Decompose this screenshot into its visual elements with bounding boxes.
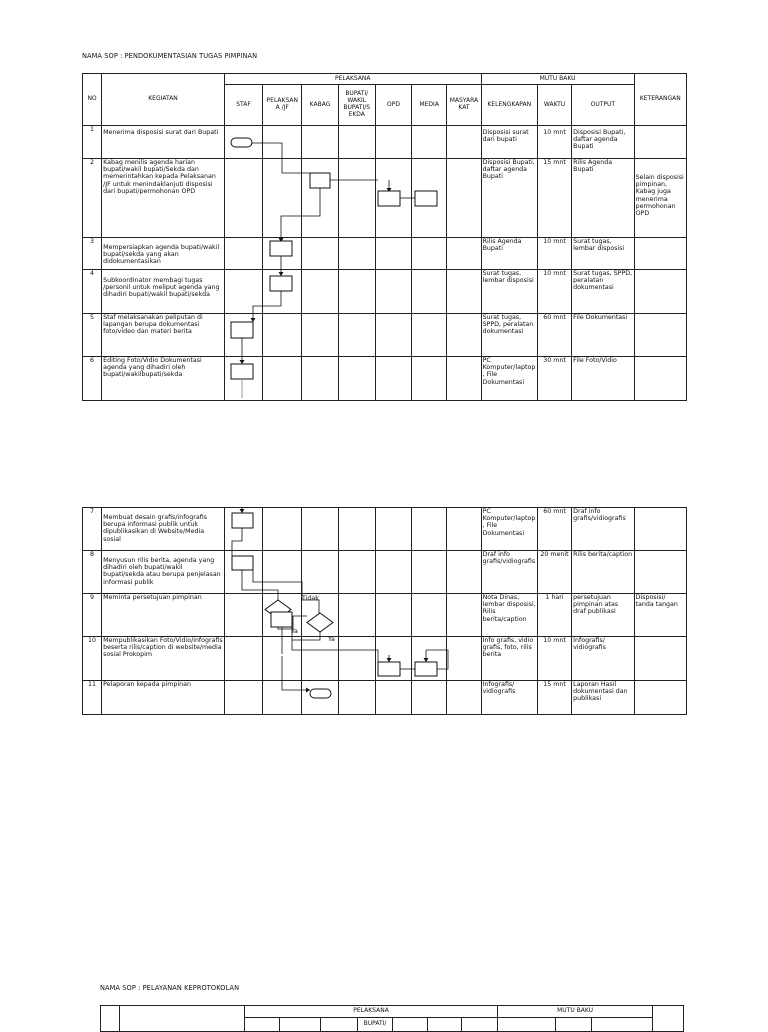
header-opd: OPD	[375, 85, 411, 126]
row-kelengkapan: Rilis Agenda Bupati	[481, 238, 537, 270]
row-no: 6	[83, 357, 102, 401]
row-no: 3	[83, 238, 102, 270]
row-kegiatan: Editing Foto/Vidio Dokumentasi agenda yang dihadiri oleh bupati/wakilbupati/sekda	[102, 357, 225, 401]
row-kegiatan: Menerima disposisi surat dari Bupati	[102, 126, 225, 159]
header-pelaksana: PELAKSANA	[224, 74, 481, 85]
row-kelengkapan: Nota Dinas, lembar disposisi, Rilis berita/caption	[481, 594, 537, 637]
header-pelaksana-jf: PELAKSAN A /JF	[263, 85, 302, 126]
header-media: MEDIA	[412, 85, 447, 126]
header-staf: STAF	[224, 85, 262, 126]
header-bupati: BUPATI/	[358, 1018, 393, 1032]
table-row	[83, 238, 687, 270]
row-output: Laporan Hasil dokumentasi dan publikasi	[572, 681, 634, 715]
header-keterangan: KETERANGAN	[634, 74, 686, 126]
row-waktu: 10 mnt	[537, 270, 571, 314]
sop-table-1	[82, 73, 687, 401]
row-output: Draf info grafis/vidiografis	[572, 508, 634, 551]
row-keterangan	[634, 270, 686, 314]
header-output: OUTPUT	[572, 85, 634, 126]
header-no	[101, 1006, 120, 1032]
row-kelengkapan: Draf info grafis/vidiografis	[481, 551, 537, 594]
table-row	[83, 551, 687, 594]
row-kelengkapan: Disposisi surat dari bupati	[481, 126, 537, 159]
row-keterangan	[634, 357, 686, 401]
row-waktu: 20 menit	[537, 551, 571, 594]
row-kegiatan: Subkoordinator membagi tugas /personil untuk meliput agenda yang dihadiri bupati/wakil bupati/sekda	[102, 270, 225, 314]
flow-label-ya: Ya	[291, 628, 298, 635]
row-kelengkapan: Info grafis, vidio grafis, foto, rilis berita	[481, 637, 537, 681]
row-waktu: 15 mnt	[537, 159, 571, 238]
table-row	[83, 126, 687, 159]
row-output: File Dokumentasi	[572, 314, 634, 357]
row-no: 9	[83, 594, 102, 637]
table-row	[83, 594, 687, 637]
row-output: Surat tugas, lembar disposisi	[572, 238, 634, 270]
table-row	[83, 508, 687, 551]
row-kelengkapan: PC Komputer/laptop , File Dokumentasi	[481, 508, 537, 551]
row-output: Infografis/ vidiografis	[572, 637, 634, 681]
row-no: 5	[83, 314, 102, 357]
header-kabag: KABAG	[302, 85, 338, 126]
row-keterangan	[634, 314, 686, 357]
sop-table-2	[100, 1005, 684, 1032]
row-no: 11	[83, 681, 102, 715]
row-output: File Foto/Vidio	[572, 357, 634, 401]
header-kelengkapan: KELENGKAPAN	[481, 85, 537, 126]
row-no: 8	[83, 551, 102, 594]
row-no: 4	[83, 270, 102, 314]
row-kelengkapan: Disposisi Bupati, daftar agenda Bupati	[481, 159, 537, 238]
header-masyarakat: MASYARA KAT	[447, 85, 481, 126]
flow-label-tidak: Tidak	[302, 595, 319, 602]
row-no: 7	[83, 508, 102, 551]
row-kelengkapan: Surat tugas, SPPD, peralatan dokumentasi	[481, 314, 537, 357]
row-keterangan: Disposisi/ tanda tangan	[634, 594, 686, 637]
row-waktu: 10 mnt	[537, 637, 571, 681]
row-keterangan	[634, 681, 686, 715]
row-kelengkapan: PC Komputer/laptop , File Dokumentasi	[481, 357, 537, 401]
row-waktu: 10 mnt	[537, 238, 571, 270]
row-keterangan	[634, 126, 686, 159]
flow-label-ya: Ya	[328, 636, 335, 643]
row-kegiatan: Pelaporan kepada pimpinan	[102, 681, 225, 715]
row-no: 10	[83, 637, 102, 681]
table-row	[83, 270, 687, 314]
header-kegiatan: KEGIATAN	[102, 74, 225, 126]
row-keterangan	[634, 637, 686, 681]
header-kegiatan	[120, 1006, 245, 1032]
row-output: Rilis Agenda Bupati	[572, 159, 634, 238]
header-mutu-baku: MUTU BAKU	[481, 74, 634, 85]
row-kegiatan: Staf melaksanakan peliputan di lapangan berupa dokumentasi foto/video dan materi berita	[102, 314, 225, 357]
header-mutu-baku: MUTU BAKU	[498, 1006, 653, 1018]
row-kegiatan: Kabag menilis agenda harian bupati/wakil bupati/Sekda dan memerintahkan kepada Pelaksanan /JF untuk menindaklanjuti disposisi dari bupati/permohonan OPD	[102, 159, 225, 238]
row-output: Surat tugas, SPPD, peralatan dokumentasi	[572, 270, 634, 314]
row-kegiatan: Mempersiapkan agenda bupati/wakil bupati/sekda yang akan didokumentasikan	[102, 238, 225, 270]
header-no: NO	[83, 74, 102, 126]
row-waktu: 15 mnt	[537, 681, 571, 715]
table-row	[83, 357, 687, 401]
row-kelengkapan: Infografis/ vidiografis	[481, 681, 537, 715]
row-waktu: 60 mnt	[537, 508, 571, 551]
row-kegiatan: Menyusun rilis berita, agenda yang dihadiri oleh bupati/wakil bupati/sekda atau berupa penjelasan informasi publik	[102, 551, 225, 594]
table-row	[83, 681, 687, 715]
row-output: Rilis berita/caption	[572, 551, 634, 594]
table-row	[83, 637, 687, 681]
row-no: 1	[83, 126, 102, 159]
sop-title: NAMA SOP : PELAYANAN KEPROTOKOLAN	[100, 984, 240, 992]
header-keterangan	[653, 1006, 684, 1032]
row-kelengkapan: Surat tugas, lembar disposisi	[481, 270, 537, 314]
row-waktu: 60 mnt	[537, 314, 571, 357]
row-keterangan	[634, 551, 686, 594]
row-output: Disposisi Bupati, daftar agenda Bupati	[572, 126, 634, 159]
row-kegiatan: Meminta persetujuan pimpinan	[102, 594, 225, 637]
header-bupati: BUPATI/ WAKIL BUPATI/S EKDA	[338, 85, 375, 126]
row-output: persetujuan pimpinan atas draf publikasi	[572, 594, 634, 637]
row-keterangan	[634, 238, 686, 270]
row-keterangan: Selain disposisi pimpinan, Kabag juga menerima permohonan OPD	[634, 159, 686, 238]
row-waktu: 10 mnt	[537, 126, 571, 159]
row-no: 2	[83, 159, 102, 238]
sop-table-1-continued	[82, 507, 687, 715]
table-row	[83, 314, 687, 357]
row-waktu: 1 hari	[537, 594, 571, 637]
sop-title: NAMA SOP : PENDOKUMENTASIAN TUGAS PIMPINAN	[82, 52, 258, 60]
header-pelaksana: PELAKSANA	[245, 1006, 498, 1018]
row-kegiatan: Membuat desain grafis/infografis berupa informasi publik untuk dipublikasikan di Website/Media sosial	[102, 508, 225, 551]
row-waktu: 30 mnt	[537, 357, 571, 401]
header-waktu: WAKTU	[537, 85, 571, 126]
table-row	[83, 159, 687, 238]
row-keterangan	[634, 508, 686, 551]
row-kegiatan: Mempublikasikan Foto/Vidio/infografis beserta rilis/caption di website/media sosial Prokopim	[102, 637, 225, 681]
